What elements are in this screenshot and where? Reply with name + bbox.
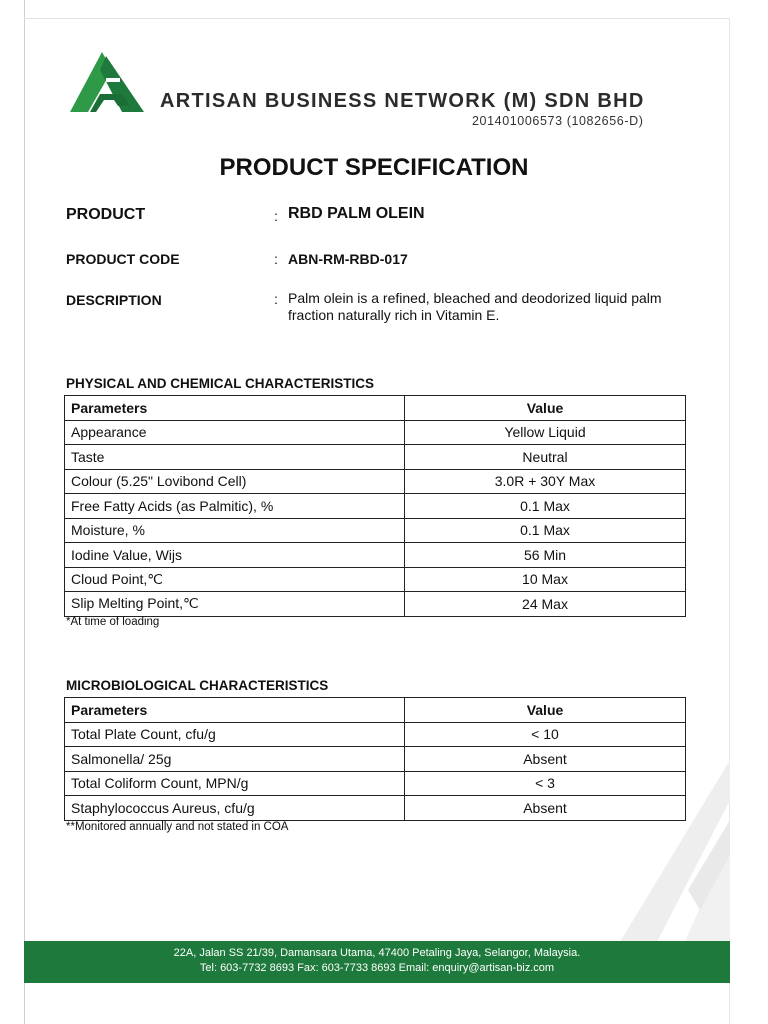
table-row: [65, 518, 686, 543]
product-code-value: ABN-RM-RBD-017: [288, 251, 408, 267]
page-title: PRODUCT SPECIFICATION: [219, 154, 529, 181]
product-label: PRODUCT: [66, 206, 146, 223]
parameter-cell: Staphylococcus Aureus, cfu/g: [65, 796, 405, 821]
value-header: Value: [405, 698, 686, 723]
physical-chemical-table: [64, 395, 686, 617]
footer-address: 22A, Jalan SS 21/39, Damansara Utama, 47400 Petaling Jaya, Selangor, Malaysia.: [173, 947, 581, 959]
product-code-label: PRODUCT CODE: [66, 251, 180, 267]
parameter-cell: Appearance: [65, 420, 405, 445]
product-code-colon: :: [274, 251, 278, 267]
page-edge-top: [24, 18, 730, 19]
parameter-cell: Total Coliform Count, MPN/g: [65, 771, 405, 796]
table-row: [65, 771, 686, 796]
parameter-cell: Salmonella/ 25g: [65, 747, 405, 772]
product-colon: :: [274, 208, 278, 224]
parameters-header: Parameters: [65, 698, 405, 723]
value-cell: 0.1 Max: [405, 518, 686, 543]
coa-note: **Monitored annually and not stated in COA: [66, 821, 289, 833]
company-registration: 201401006573 (1082656-D): [472, 114, 644, 128]
table-row: [65, 420, 686, 445]
company-name: ARTISAN BUSINESS NETWORK (M) SDN BHD: [160, 90, 645, 112]
parameter-cell: Taste: [65, 445, 405, 470]
table-row: [65, 494, 686, 519]
parameter-cell: Slip Melting Point,℃: [65, 592, 405, 617]
microbiological-table: [64, 697, 686, 821]
loading-note: *At time of loading: [66, 616, 160, 628]
footer-bar: [24, 941, 730, 983]
physical-chemical-title: PHYSICAL AND CHEMICAL CHARACTERISTICS: [66, 376, 375, 391]
value-cell: Absent: [405, 747, 686, 772]
table-row: [65, 445, 686, 470]
table-header-row: [65, 396, 686, 421]
parameter-cell: Total Plate Count, cfu/g: [65, 722, 405, 747]
parameter-cell: Colour (5.25" Lovibond Cell): [65, 469, 405, 494]
table-row: [65, 796, 686, 821]
parameter-cell: Moisture, %: [65, 518, 405, 543]
value-cell: < 10: [405, 722, 686, 747]
value-cell: < 3: [405, 771, 686, 796]
table-row: [65, 543, 686, 568]
product-value: RBD PALM OLEIN: [288, 205, 425, 222]
value-cell: 56 Min: [405, 543, 686, 568]
value-cell: 0.1 Max: [405, 494, 686, 519]
value-cell: 10 Max: [405, 567, 686, 592]
parameter-cell: Cloud Point,℃: [65, 567, 405, 592]
parameter-cell: Iodine Value, Wijs: [65, 543, 405, 568]
value-cell: Neutral: [405, 445, 686, 470]
description-label: DESCRIPTION: [66, 292, 162, 308]
table-header-row: [65, 698, 686, 723]
microbiological-title: MICROBIOLOGICAL CHARACTERISTICS: [66, 678, 329, 693]
parameter-cell: Free Fatty Acids (as Palmitic), %: [65, 494, 405, 519]
footer-contact: Tel: 603-7732 8693 Fax: 603-7733 8693 Email: enquiry@artisan-biz.com: [199, 962, 555, 974]
table-row: [65, 592, 686, 617]
table-row: [65, 747, 686, 772]
value-cell: Yellow Liquid: [405, 420, 686, 445]
value-cell: 3.0R + 30Y Max: [405, 469, 686, 494]
table-row: [65, 469, 686, 494]
value-cell: Absent: [405, 796, 686, 821]
artisan-a-logo-icon: [66, 48, 146, 114]
table-row: [65, 722, 686, 747]
parameters-header: Parameters: [65, 396, 405, 421]
description-colon: :: [274, 291, 278, 307]
description-value: Palm olein is a refined, bleached and deodorized liquid palm fraction naturally rich in Vitamin E.: [288, 290, 662, 323]
value-header: Value: [405, 396, 686, 421]
value-cell: 24 Max: [405, 592, 686, 617]
table-row: [65, 567, 686, 592]
